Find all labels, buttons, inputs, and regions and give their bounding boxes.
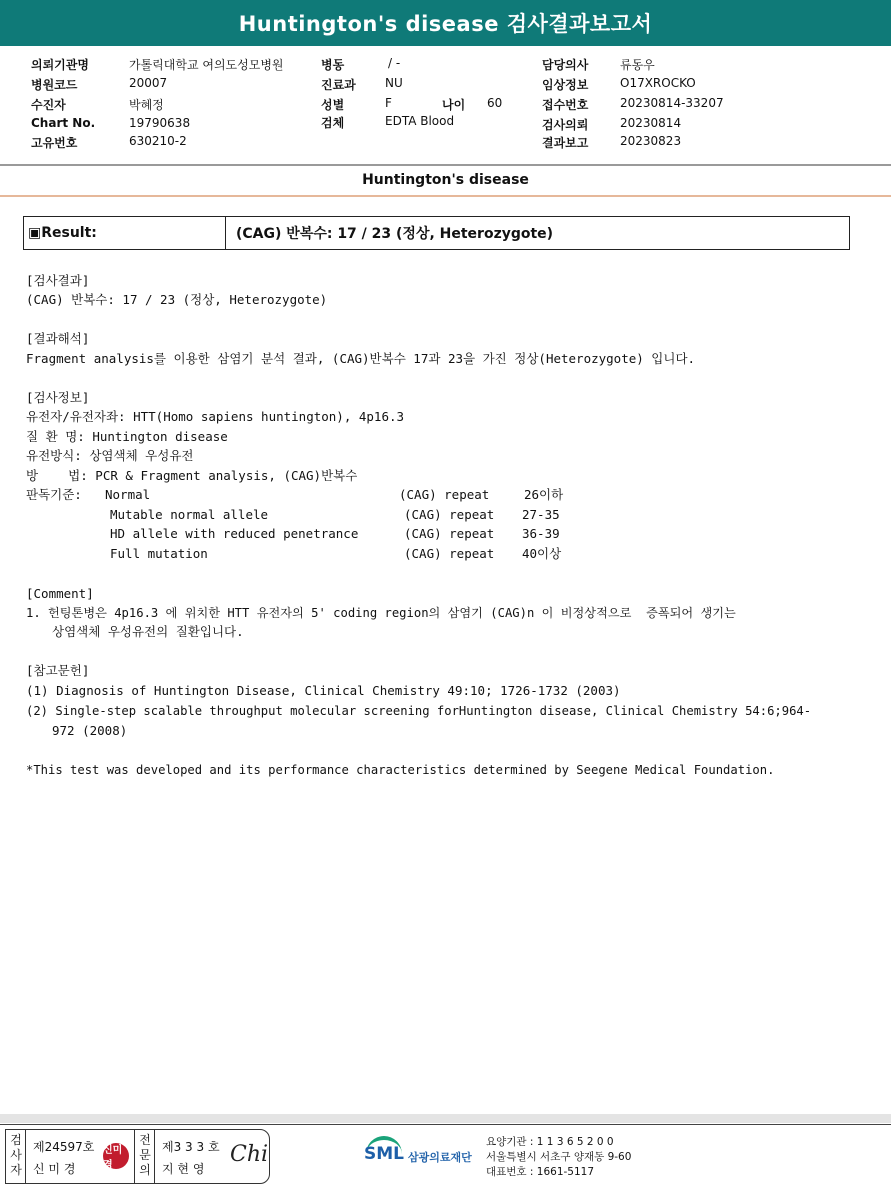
test-info-heading: [검사정보]	[26, 390, 90, 405]
institution-info	[486, 1135, 631, 1180]
comment-text: 상염색체 우성유전의 질환입니다.	[52, 624, 244, 639]
criteria-range: 26이하	[524, 487, 564, 502]
test-result-text: (CAG) 반복수: 17 / 23 (정상, Heterozygote)	[26, 292, 328, 307]
criteria-name: Full mutation	[110, 546, 208, 561]
label-receipt: 접수번호	[542, 98, 589, 112]
logo-mark: SML	[364, 1144, 404, 1164]
label-patient: 수진자	[31, 98, 66, 112]
label-hospital: 의뢰기관명	[31, 58, 89, 72]
label-hospital-code: 병원코드	[31, 78, 78, 92]
value-hospital: 가톨릭대학교 여의도성모병원	[129, 58, 284, 72]
label-unique: 고유번호	[31, 136, 78, 150]
criteria-repeat: (CAG) repeat	[404, 526, 495, 541]
divider	[0, 195, 891, 197]
comment-heading: [Comment]	[26, 586, 94, 601]
value-specimen: EDTA Blood	[385, 114, 455, 128]
institution-code: 요양기관 : 1 1 3 6 5 2 0 0	[486, 1136, 614, 1148]
criteria-prefix: 판독기준:	[26, 487, 82, 502]
criteria-repeat: (CAG) repeat	[404, 507, 495, 522]
reference-item: (2) Single-step scalable throughput molecular screening forHuntington disease, Clinical Chemistry 54:6;964-	[26, 704, 812, 718]
divider	[0, 164, 891, 166]
criteria-repeat: (CAG) repeat	[404, 546, 495, 561]
interpretation-text: Fragment analysis를 이용한 삼염기 분석 결과, (CAG)반복수 17과 23을 가진 정상(Heterozygote) 입니다.	[26, 351, 696, 366]
footer-band	[0, 1114, 891, 1123]
disease-info: 질 환 명: Huntington disease	[26, 429, 228, 444]
label-request: 검사의뢰	[542, 118, 589, 132]
examiner-label: 검사자	[10, 1133, 22, 1177]
value-unique: 630210-2	[129, 134, 187, 148]
criteria-range: 27-35	[522, 507, 560, 522]
examiner-license: 제24597호	[33, 1140, 95, 1154]
examiner-label-cell	[6, 1130, 26, 1183]
inheritance-info: 유전방식: 상염색체 우성유전	[26, 448, 194, 463]
value-patient: 박혜정	[129, 98, 164, 112]
specialist-label-cell	[135, 1130, 155, 1183]
result-label: ▣Result:	[24, 217, 226, 249]
org-name: 삼광의료재단	[408, 1151, 472, 1164]
method-info: 방 법: PCR & Fragment analysis, (CAG)반복수	[26, 468, 358, 483]
reference-item: 972 (2008)	[52, 723, 128, 738]
test-result-heading: [검사결과]	[26, 273, 90, 288]
examiner-stamp: 신미경	[103, 1143, 129, 1169]
specialist-label: 전문의	[139, 1133, 151, 1177]
reference-item: (1) Diagnosis of Huntington Disease, Clinical Chemistry 49:10; 1726-1732 (2003)	[26, 683, 621, 698]
label-chart: Chart No.	[31, 116, 96, 130]
value-doctor: 류동우	[620, 58, 655, 72]
label-age: 나이	[442, 98, 466, 112]
value-report: 20230823	[620, 134, 682, 148]
sml-logo	[364, 1136, 494, 1176]
label-sex: 성별	[321, 98, 345, 112]
criteria-name: Mutable normal allele	[110, 507, 269, 522]
comment-text: 1. 헌팅톤병은 4p16.3 에 위치한 HTT 유전자의 5' coding region의 삼염기 (CAG)n 이 비정상적으로 증폭되어 생기는	[26, 606, 736, 620]
references-heading: [참고문헌]	[26, 663, 90, 678]
section-title: Huntington's disease	[362, 172, 529, 188]
criteria-range: 36-39	[522, 526, 560, 541]
label-doctor: 담당의사	[542, 58, 589, 72]
specialist-license: 제3 3 3 호	[162, 1140, 220, 1154]
value-receipt: 20230814-33207	[620, 96, 724, 110]
criteria-name: HD allele with reduced penetrance	[110, 526, 359, 541]
specialist-signature: Chi	[230, 1142, 269, 1167]
label-report: 결과보고	[542, 136, 589, 150]
label-dept: 진료과	[321, 78, 356, 92]
footnote: *This test was developed and its performance characteristics determined by Seegene Medical Foundation.	[26, 763, 775, 777]
gene-info: 유전자/유전자좌: HTT(Homo sapiens huntington), 4p16.3	[26, 409, 405, 424]
criteria-name: Normal	[105, 487, 151, 502]
criteria-range: 40이상	[522, 546, 562, 561]
label-ward: 병동	[321, 58, 345, 72]
examiner-name: 신 미 경	[33, 1162, 76, 1176]
divider	[0, 1124, 891, 1125]
report-title: Huntington's disease 검사결과보고서	[0, 0, 891, 46]
label-specimen: 검체	[321, 116, 345, 130]
value-sex: F	[385, 96, 392, 110]
result-box	[23, 216, 850, 250]
patient-info	[0, 50, 891, 162]
value-ward: / -	[388, 56, 401, 70]
label-clinical: 임상정보	[542, 78, 589, 92]
institution-address: 서울특별시 서초구 양재동 9-60	[486, 1151, 632, 1163]
interpretation-heading: [결과해석]	[26, 331, 90, 346]
institution-phone: 대표번호 : 1661-5117	[486, 1166, 595, 1178]
value-request: 20230814	[620, 116, 682, 130]
value-age: 60	[487, 96, 503, 110]
value-clinical: O17XROCKO	[620, 76, 696, 90]
criteria-repeat: (CAG) repeat	[399, 487, 490, 502]
result-value: (CAG) 반복수: 17 / 23 (정상, Heterozygote)	[236, 226, 554, 242]
specialist-name: 지 현 영	[162, 1162, 205, 1176]
value-chart: 19790638	[129, 116, 191, 130]
value-hospital-code: 20007	[129, 76, 168, 90]
signature-box	[5, 1129, 270, 1184]
value-dept: NU	[385, 76, 403, 90]
